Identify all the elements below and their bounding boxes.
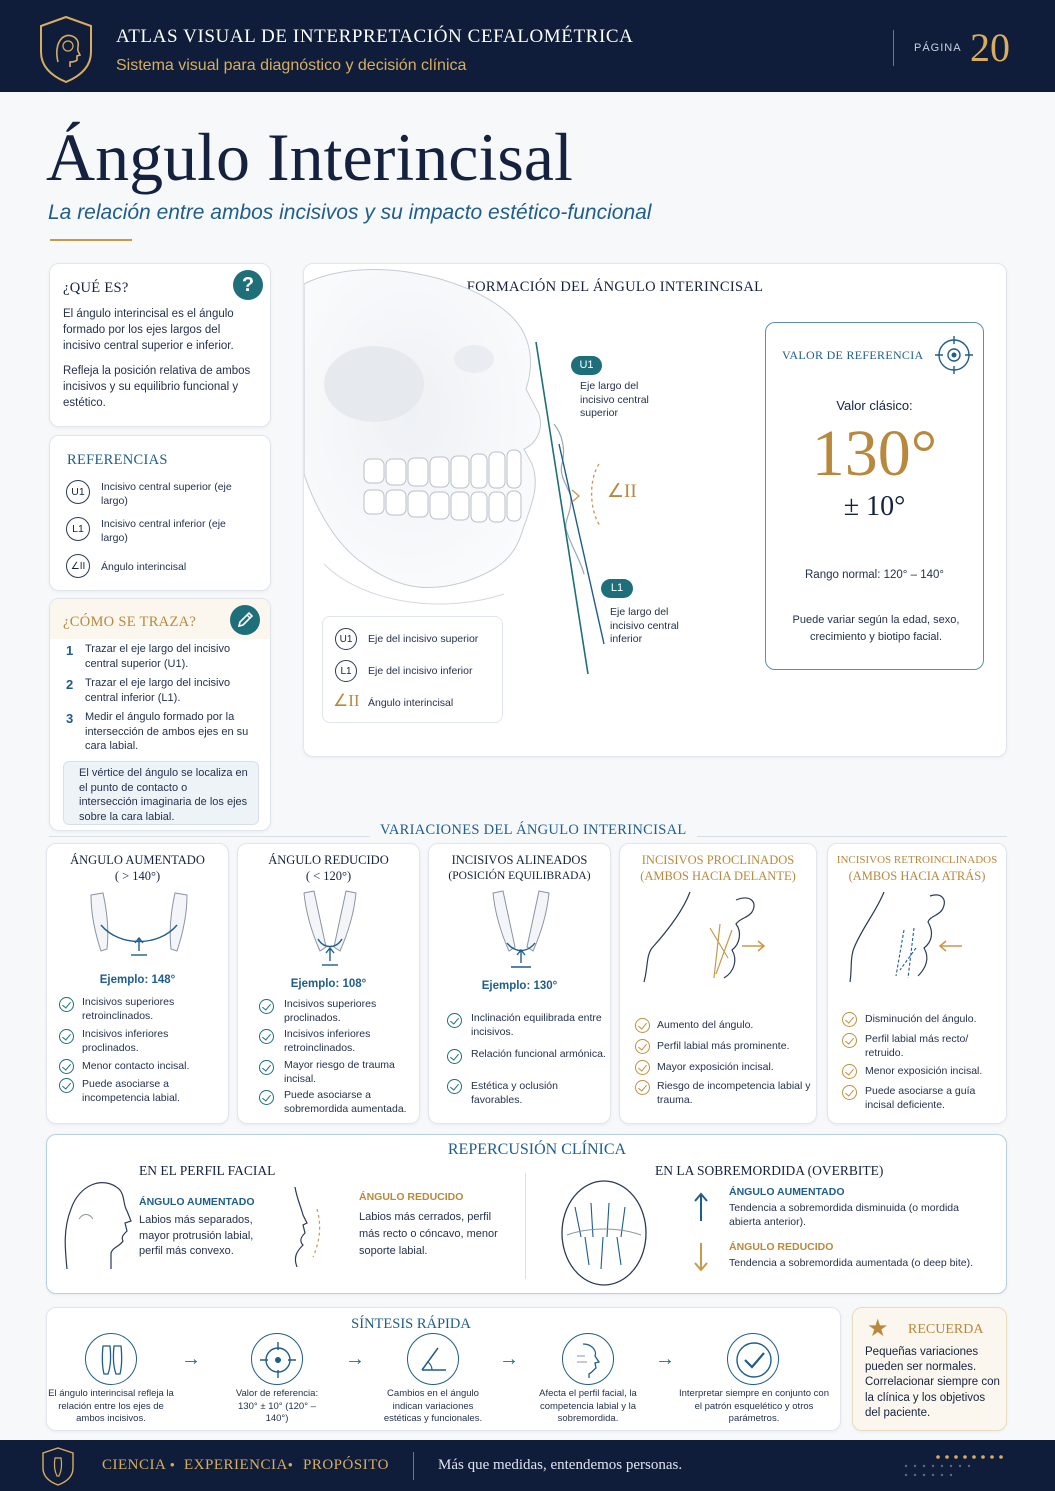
recuerda-card [852, 1307, 1007, 1431]
step-number: 1 [66, 643, 74, 658]
check-icon [635, 1018, 650, 1033]
page-number: 20 [970, 25, 1010, 70]
ref-item-l1 [66, 517, 90, 541]
l1-description: Eje largo del incisivo central inferior [610, 606, 679, 645]
check-icon [842, 1085, 857, 1100]
face-profile-reduced-icon [283, 1179, 333, 1269]
variation-item: Estética y oclusión favorables. [471, 1080, 558, 1106]
variation-title: ÁNGULO AUMENTADO [70, 853, 205, 867]
angle-tag: ∠II [607, 481, 637, 502]
check-icon [59, 1059, 74, 1074]
arrow-right-icon: → [655, 1348, 675, 1370]
sintesis-step-text: Cambios en el ángulo indican variaciones estéticas y funcionales. [383, 1388, 483, 1424]
check-icon [259, 1060, 274, 1075]
legend-label: Eje del incisivo superior [368, 633, 479, 645]
variation-subtitle: (POSICIÓN EQUILIBRADA) [448, 870, 591, 882]
check-icon [447, 1049, 462, 1064]
title-underline [50, 239, 132, 241]
face-profile-icon [562, 1333, 614, 1385]
profile-proclined-icon [640, 888, 800, 988]
formacion-card [303, 263, 1007, 757]
legend-label: Ángulo interincisal [368, 697, 454, 709]
target-icon [934, 335, 974, 375]
variation-title: ÁNGULO REDUCIDO [268, 853, 389, 867]
ref-item-u1 [66, 480, 90, 504]
variation-item: Puede asociarse a incompetencia labial. [82, 1078, 181, 1104]
sobremordida-reducido-title: ÁNGULO REDUCIDO [729, 1241, 834, 1253]
incisors-icon [85, 1333, 137, 1385]
variation-item: Riesgo de incompetencia labial y trauma. [657, 1080, 811, 1106]
sobremordida-aumentado-text: Tendencia a sobremordida disminuida (o mordida abierta anterior). [729, 1202, 959, 1228]
valor-clasico-label: Valor clásico: [836, 398, 913, 413]
recuerda-text: Pequeñas variaciones pueden ser normales. Correlacionar siempre con la clínica y los objetivos del paciente. [865, 1346, 1000, 1419]
star-icon: ★ [867, 1315, 889, 1342]
variation-item: Puede asociarse a guía incisal deficiente. [865, 1085, 976, 1111]
footer-word-proposito: PROPÓSITO [303, 1457, 389, 1473]
arrow-right-icon: → [345, 1348, 365, 1370]
footer-divider [413, 1452, 414, 1480]
variation-subtitle: ( > 140°) [114, 869, 161, 883]
step-text: Trazar el eje largo del incisivo central superior (U1). [85, 643, 231, 670]
footer-bullet: • [170, 1457, 175, 1472]
repercusion-title: REPERCUSIÓN CLÍNICA [447, 1141, 627, 1158]
perfil-aumentado-text: Labios más separados, mayor protrusión labial, perfil más convexo. [139, 1214, 254, 1257]
sintesis-card [46, 1307, 841, 1431]
step-text: Trazar el eje largo del incisivo central inferior (L1). [85, 677, 231, 704]
check-icon [259, 1029, 274, 1044]
check-icon [259, 999, 274, 1014]
atlas-subtitle: Sistema visual para diagnóstico y decisión clínica [116, 57, 467, 74]
que-es-paragraph-2: Refleja la posición relativa de ambos incisivos y su equilibrio funcional y estético. [63, 365, 251, 409]
step-text: Medir el ángulo formado por la intersección de ambos ejes en su cara labial. [85, 711, 249, 752]
profile-retroinclined-icon [844, 888, 994, 988]
variation-example: Ejemplo: 148° [99, 974, 176, 986]
page-label: PÁGINA [914, 42, 962, 54]
sobremordida-reducido-text: Tendencia a sobremordida aumentada (o deep bite). [729, 1257, 973, 1269]
variation-subtitle: (AMBOS HACIA DELANTE) [640, 869, 796, 883]
variation-card-aumentado [46, 843, 229, 1124]
footer-motto: Más que medidas, entendemos personas. [438, 1457, 683, 1473]
variation-item: Menor exposición incisal. [865, 1065, 983, 1077]
dots-decoration-icon [900, 1452, 1012, 1480]
legend-symbol: ∠II [333, 691, 360, 710]
check-icon [842, 1033, 857, 1048]
referencias-card [49, 435, 271, 591]
variation-item: Mayor exposición incisal. [657, 1061, 774, 1073]
referencia-box [765, 322, 984, 670]
perfil-aumentado-title: ÁNGULO AUMENTADO [139, 1196, 255, 1208]
variation-item: Incisivos inferiores retroinclinados. [284, 1028, 371, 1054]
reference-note: Puede variar según la edad, sexo, crecimiento y biotipo facial. [792, 614, 960, 643]
como-title: ¿CÓMO SE TRAZA? [63, 614, 197, 630]
ref-label: Incisivo central superior (eje largo) [101, 481, 232, 507]
variation-item: Aumento del ángulo. [657, 1019, 754, 1031]
question-icon: ? [233, 270, 263, 300]
referencias-title: REFERENCIAS [67, 452, 168, 468]
check-icon [59, 1078, 74, 1093]
check-icon [59, 997, 74, 1012]
variation-subtitle: ( < 120°) [305, 869, 352, 883]
page-subtitle: La relación entre ambos incisivos y su impacto estético-funcional [48, 201, 652, 224]
step-number: 3 [66, 711, 74, 726]
incisors-aligned-icon [481, 889, 561, 974]
formacion-title: FORMACIÓN DEL ÁNGULO INTERINCISAL [466, 279, 764, 295]
check-icon [635, 1060, 650, 1075]
check-icon [59, 1029, 74, 1044]
variaciones-title: VARIACIONES DEL ÁNGULO INTERINCISAL [370, 822, 697, 839]
variation-card-proclinados [619, 843, 817, 1124]
variation-example: Ejemplo: 130° [481, 980, 558, 992]
variation-item: Incisivos superiores retroinclinados. [82, 996, 175, 1022]
check-icon [259, 1090, 274, 1105]
check-icon [635, 1080, 650, 1095]
formacion-legend [322, 616, 503, 723]
footer-word-ciencia: CIENCIA [102, 1457, 167, 1473]
como-se-traza-card [49, 598, 271, 831]
variation-example: Ejemplo: 108° [290, 978, 367, 990]
ref-item-angle [66, 554, 90, 578]
variation-title: INCISIVOS ALINEADOS [451, 853, 588, 867]
angle-icon [407, 1333, 459, 1385]
variation-item: Disminución del ángulo. [865, 1013, 977, 1025]
sintesis-step-text: Interpretar siempre en conjunto con el patrón esquelético y otros parámetros. [679, 1388, 829, 1424]
check-icon [842, 1064, 857, 1079]
check-icon [842, 1012, 857, 1027]
recuerda-title: RECUERDA [908, 1322, 984, 1337]
variation-card-reducido [237, 843, 420, 1124]
step-number: 2 [66, 677, 74, 692]
u1-description: Eje largo del incisivo central superior [580, 380, 649, 419]
que-es-title: ¿QUÉ ES? [63, 280, 129, 296]
footer-word-experiencia: EXPERIENCIA [184, 1457, 288, 1473]
u1-tag: U1 [571, 356, 602, 375]
atlas-title: ATLAS VISUAL DE INTERPRETACIÓN CEFALOMÉTRICA [116, 26, 634, 47]
variation-item: Incisivos superiores proclinados. [284, 998, 377, 1024]
overbite-teeth-icon [559, 1177, 649, 1289]
ref-symbol: U1 [66, 480, 90, 504]
sintesis-title: SÍNTESIS RÁPIDA [351, 1316, 471, 1332]
variation-item: Relación funcional armónica. [471, 1048, 606, 1060]
legend-label: Eje del incisivo inferior [368, 665, 473, 677]
perfil-reducido-text: Labios más cerrados, perfil más recto o cóncavo, menor soporte labial. [359, 1211, 498, 1257]
sintesis-step-text: El ángulo interincisal refleja la relación entre los ejes de ambos incisivos. [48, 1388, 174, 1424]
variation-card-alineados [428, 843, 611, 1124]
page-title: Ángulo Interincisal [46, 119, 573, 195]
pencil-icon [230, 605, 260, 635]
variation-item: Incisivos inferiores proclinados. [82, 1028, 169, 1054]
sintesis-step-text: Valor de referencia: 130° ± 10° (120° – 140°) [235, 1388, 319, 1424]
arrow-up-icon [693, 1191, 709, 1223]
sintesis-step-text: Afecta el perfil facial, la competencia labial y la sobremordida. [539, 1388, 637, 1424]
variation-item: Puede asociarse a sobremordida aumentada. [284, 1089, 407, 1115]
sobremordida-aumentado-title: ÁNGULO AUMENTADO [729, 1186, 845, 1198]
shield-logo-icon [40, 1446, 76, 1486]
arrow-right-icon: → [499, 1348, 519, 1370]
arrow-down-icon [693, 1241, 709, 1273]
perfil-facial-title: EN EL PERFIL FACIAL [139, 1163, 276, 1178]
repercusion-card [46, 1134, 1007, 1294]
legend-symbol: L1 [335, 660, 357, 682]
ref-label: Ángulo interincisal [101, 561, 187, 573]
perfil-reducido-title: ÁNGULO REDUCIDO [359, 1191, 464, 1203]
referencia-title: VALOR DE REFERENCIA [782, 348, 924, 362]
header-divider [893, 30, 894, 66]
incisors-convergent-icon [290, 889, 370, 974]
reference-range: Rango normal: 120° – 140° [805, 569, 944, 581]
footer-bullet: • [288, 1457, 293, 1472]
sobremordida-title: EN LA SOBREMORDIDA (OVERBITE) [655, 1163, 884, 1178]
shield-logo-icon [36, 14, 96, 84]
que-es-paragraph-1: El ángulo interincisal es el ángulo formado por los ejes largos del incisivo central superior e inferior. [63, 308, 234, 352]
check-icon [447, 1079, 462, 1094]
ref-label: Incisivo central inferior (eje largo) [101, 518, 226, 544]
que-es-card [49, 263, 271, 427]
arrow-right-icon: → [181, 1348, 201, 1370]
reference-tolerance: ± 10° [843, 491, 906, 522]
incisors-divergent-icon [79, 889, 199, 969]
footer-bar [0, 1440, 1055, 1491]
variation-item: Menor contacto incisal. [82, 1060, 190, 1072]
variation-item: Mayor riesgo de trauma incisal. [284, 1059, 395, 1085]
variation-item: Perfil labial más prominente. [657, 1040, 790, 1052]
reference-value: 130° [811, 417, 938, 490]
como-note: El vértice del ángulo se localiza en el punto de contacto o intersección imaginaria de los ejes sobre la cara labial. [63, 761, 259, 825]
variation-title: INCISIVOS PROCLINADOS [641, 853, 795, 867]
repercusion-divider [525, 1173, 526, 1279]
variation-item: Perfil labial más recto/ retruido. [865, 1033, 969, 1059]
variation-item: Inclinación equilibrada entre incisivos. [471, 1012, 602, 1038]
variation-subtitle: (AMBOS HACIA ATRÁS) [848, 869, 986, 883]
check-icon [447, 1013, 462, 1028]
variation-card-retroinclinados [827, 843, 1007, 1124]
ref-symbol: L1 [66, 517, 90, 541]
check-icon [727, 1333, 779, 1385]
l1-tag: L1 [601, 579, 633, 598]
check-icon [635, 1039, 650, 1054]
ref-symbol: ∠II [66, 554, 90, 578]
target-icon [251, 1333, 303, 1385]
header-bar [0, 0, 1055, 92]
legend-symbol: U1 [335, 628, 357, 650]
variation-title: INCISIVOS RETROINCLINADOS [836, 854, 998, 866]
face-profile-icon [59, 1169, 143, 1273]
